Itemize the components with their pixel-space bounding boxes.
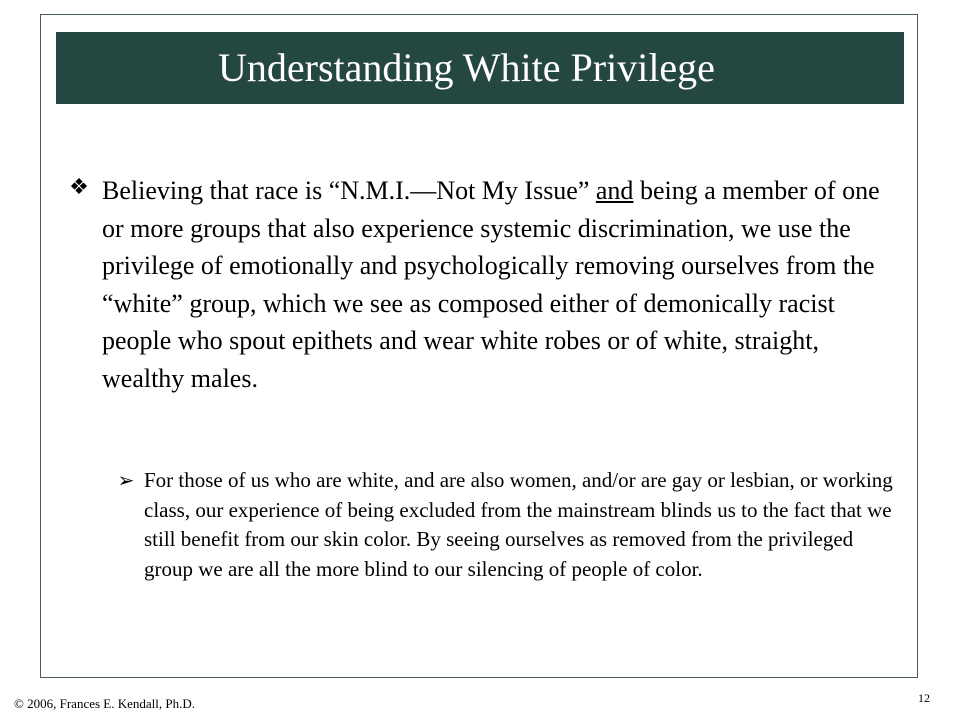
main-bullet-text-start: Believing that race is “N.M.I.—Not My Issue” <box>102 176 596 205</box>
footer-copyright: © 2006, Frances E. Kendall, Ph.D. <box>14 696 196 711</box>
diamond-bullet-icon: ❖ <box>69 174 89 199</box>
main-bullet-underlined-word: and <box>595 176 634 205</box>
title-bar <box>56 32 904 104</box>
slide-title: Understanding White Privilege <box>218 45 715 90</box>
sub-bullet-item <box>116 466 896 584</box>
main-bullet-text <box>102 172 902 397</box>
main-bullet-item <box>66 172 906 397</box>
footer-page-number: 12 <box>918 691 930 705</box>
main-bullet-text-end: being a member of one or more groups that also experience systemic discrimination, we use the privilege of emotionally and psychologically removing ourselves from the “white” group, which we see as composed either of demonically racist people who spout epithets and wear white robes or of white, straight, wealthy males. <box>102 176 880 393</box>
arrowhead-bullet-icon: ➢ <box>117 470 135 492</box>
sub-bullet-text: For those of us who are white, and are also women, and/or are gay or lesbian, or working class, our experience of being excluded from the mainstream blinds us to the fact that we still benefit from our skin color. By seeing ourselves as removed from the privileged group we are all the more blind to our silencing of people of color. <box>144 468 893 581</box>
